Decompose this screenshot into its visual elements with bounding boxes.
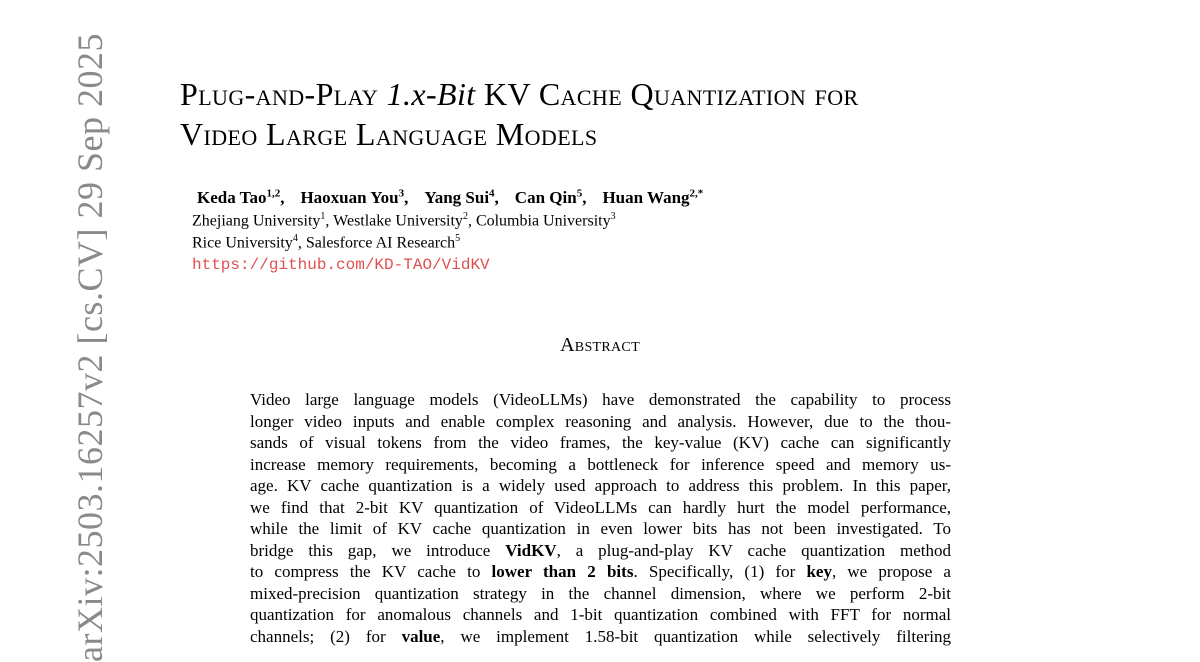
author-name: Haoxuan You [300,187,399,207]
author-affiliation-mark: 3 [398,187,405,199]
abstract-line [250,604,951,626]
author-affiliation-mark: 5 [576,187,583,199]
affiliation-name: Westlake University [333,212,463,230]
title-line-1-part-a: Plug-and-Play [180,76,387,112]
author-name: Yang Sui [424,187,490,207]
affiliation-name: Salesforce AI Research [305,234,456,252]
abstract-text: , a plug-and-play KV cache quantization method [556,540,951,560]
author-name: Keda Tao [197,187,267,207]
title-line-1-part-b: KV Cache Quantization for [475,76,859,112]
author [602,188,703,207]
abstract-emphasis: lower than 2 bits [491,562,634,581]
affiliation-name: Zhejiang University [192,212,321,230]
author [424,188,498,207]
abstract-emphasis: key [806,562,832,581]
abstract-text: mixed-precision quantization strategy in the channel dimension, where we perform 2-bit [250,583,951,603]
author [197,188,284,207]
affiliation-name: Rice University [192,234,293,252]
affiliation-mark: 5 [455,233,461,244]
abstract-text: we find that 2-bit KV quantization of VideoLLMs can hardly hurt the model performance, [250,497,951,517]
author-separator: , [494,187,499,207]
abstract-line [250,389,951,411]
author [515,188,587,207]
abstract-line [250,454,951,476]
affiliations-line-2 [192,233,460,252]
abstract-line [250,475,951,497]
abstract-text: sands of visual tokens from the video frames, the key-value (KV) cache can significantly [250,433,951,452]
abstract-line [250,432,951,454]
arxiv-identifier: arXiv:2503.16257v2 [cs.CV] 29 Sep 2025 [70,33,110,662]
abstract-heading: Abstract [560,334,640,356]
affiliation-mark: 2 [462,211,468,222]
author-separator: , [280,187,285,207]
abstract-text: increase memory requirements, becoming a bottleneck for inference speed and memory us- [250,454,951,474]
abstract-text: Video large language models (VideoLLMs) have demonstrated the capability to process [250,390,951,409]
author-list [197,187,719,208]
author-affiliation-mark: 1,2 [266,187,281,199]
abstract-line [250,518,951,540]
affiliation-mark: 3 [610,211,616,222]
author-separator: , [582,187,587,207]
affiliation-separator: , [297,234,306,252]
abstract-text: to compress the KV cache to [250,562,492,581]
abstract-text: quantization for anomalous channels and 1-bit quantization combined with FFT for normal [250,605,951,624]
abstract-text: age. KV cache quantization is a widely used approach to address this problem. In this paper, [250,476,951,495]
author-affiliation-mark: 4 [489,187,495,199]
abstract-line [250,497,951,519]
abstract-text: while the limit of KV cache quantization in even lower bits has not been investigated. To [250,519,951,538]
arxiv-side-stamp [28,0,110,662]
author-separator: , [404,187,409,207]
abstract-line [250,540,951,562]
abstract-line [250,626,951,648]
affiliation-mark: 1 [320,211,326,222]
affiliation-mark: 4 [292,233,298,244]
abstract-line [250,411,951,433]
abstract-line [250,583,951,605]
author [300,188,408,207]
affiliation-separator: , [325,212,334,230]
abstract-body [250,389,951,647]
paper-title [180,74,859,154]
affiliations-line-1 [192,211,616,230]
affiliation-name: Columbia University [475,212,611,230]
title-line-2: Video Large Language Models [180,116,598,152]
abstract-text: longer video inputs and enable complex reasoning and analysis. However, due to the thou- [250,411,951,431]
abstract-text: , we implement 1.58-bit quantization while selectively filtering [440,626,952,646]
abstract-text: . Specifically, (1) for [633,562,807,581]
repo-link[interactable]: https://github.com/KD-TAO/VidKV [192,256,490,274]
abstract-text: , we propose a [831,562,951,581]
author-name: Can Qin [514,187,577,207]
abstract-line [250,561,951,583]
abstract-text: bridge this gap, we introduce [250,540,506,560]
author-name: Huan Wang [602,187,690,207]
abstract-text: channels; (2) for [250,626,402,646]
affiliation-separator: , [467,212,476,230]
abstract-emphasis: value [401,626,441,646]
abstract-emphasis: VidKV [505,540,557,560]
title-line-1-italic: 1.x-Bit [386,76,476,112]
author-affiliation-mark: 2,* [689,187,704,199]
